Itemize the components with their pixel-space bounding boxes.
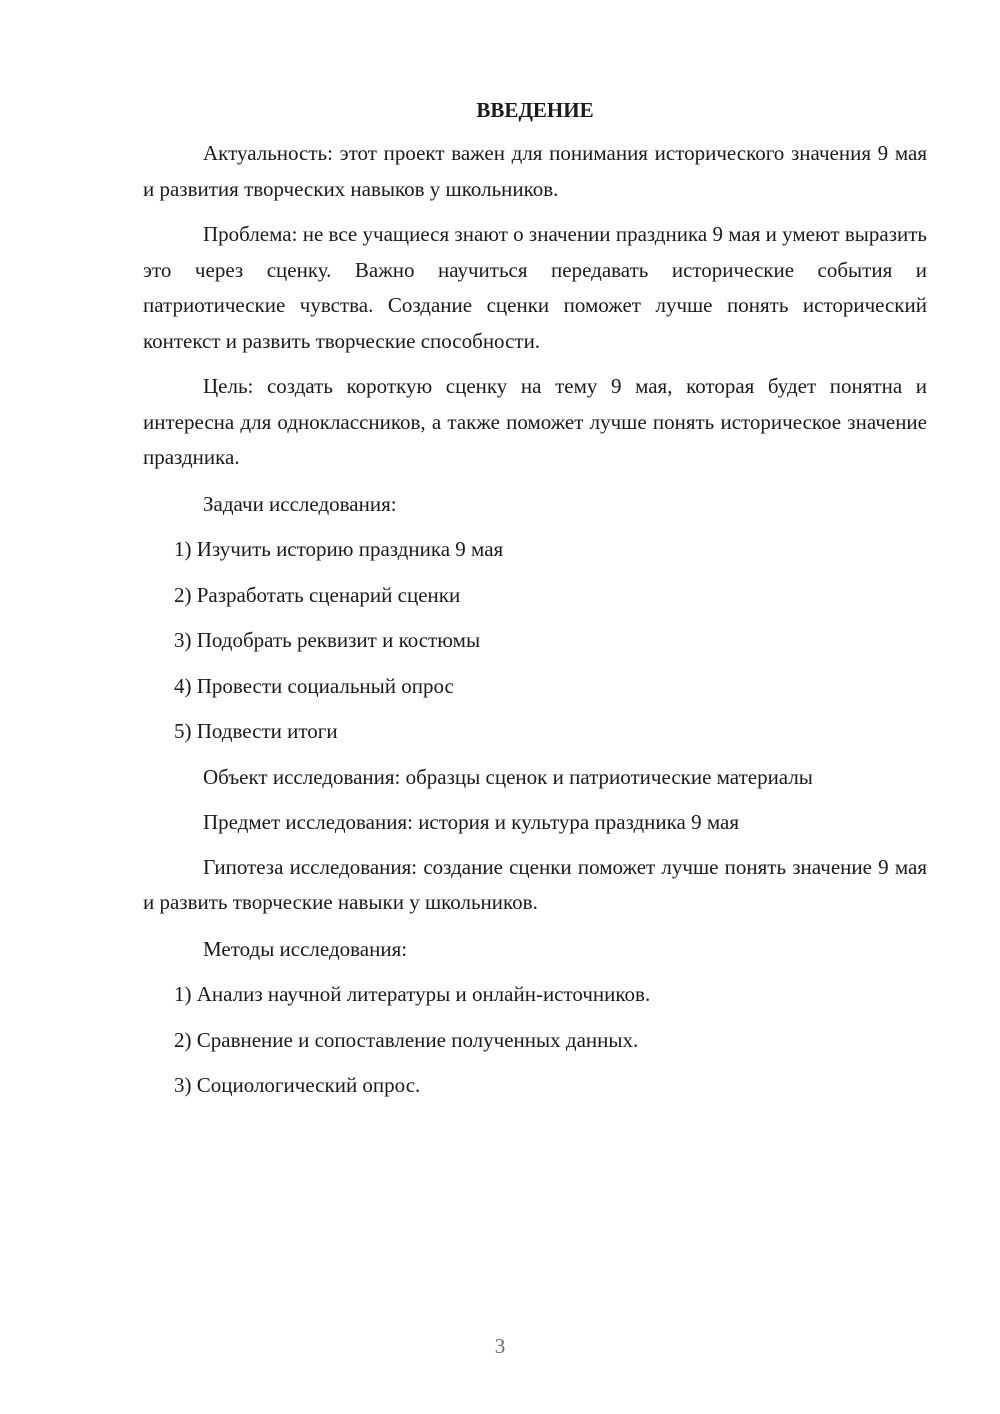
method-item: 1) Анализ научной литературы и онлайн-источников. <box>174 982 651 1006</box>
task-item: 3) Подобрать реквизит и костюмы <box>174 628 481 652</box>
research-subject: Предмет исследования: история и культура праздника 9 мая <box>203 810 739 834</box>
research-object: Объект исследования: образцы сценок и патриотические материалы <box>203 764 813 789</box>
goal-paragraph: Цель: создать короткую сценку на тему 9 мая, которая будет понятна и интересна для одноклассников, а также поможет лучше понять историческое значение праздника. <box>143 374 927 469</box>
method-item: 2) Сравнение и сопоставление полученных данных. <box>174 1027 639 1052</box>
hypothesis-paragraph: Гипотеза исследования: создание сценки поможет лучше понять значение 9 мая и развить творческие навыки у школьников. <box>143 854 927 914</box>
tasks-heading: Задачи исследования: <box>203 491 397 516</box>
methods-heading: Методы исследования: <box>203 936 408 961</box>
task-item: 1) Изучить историю праздника 9 мая <box>174 537 504 561</box>
task-item: 5) Подвести итоги <box>174 719 338 743</box>
task-item: 2) Разработать сценарий сценки <box>174 582 461 607</box>
page-content <box>143 92 927 1113</box>
method-item: 3) Социологический опрос. <box>174 1073 421 1097</box>
relevance-paragraph: Актуальность: этот проект важен для понимания исторического значения 9 мая и развития творческих навыков у школьников. <box>143 141 927 201</box>
section-title: ВВЕДЕНИЕ <box>476 98 594 122</box>
problem-paragraph: Проблема: не все учащиеся знают о значении праздника 9 мая и умеют выразить это через сценку. Важно научиться передавать исторические события и патриотические чувства. Создание сценки поможет лучше понять исторический контекст и развить творческие способности. <box>143 222 927 353</box>
page-number: 3 <box>494 1334 506 1358</box>
task-item: 4) Провести социальный опрос <box>174 673 454 698</box>
